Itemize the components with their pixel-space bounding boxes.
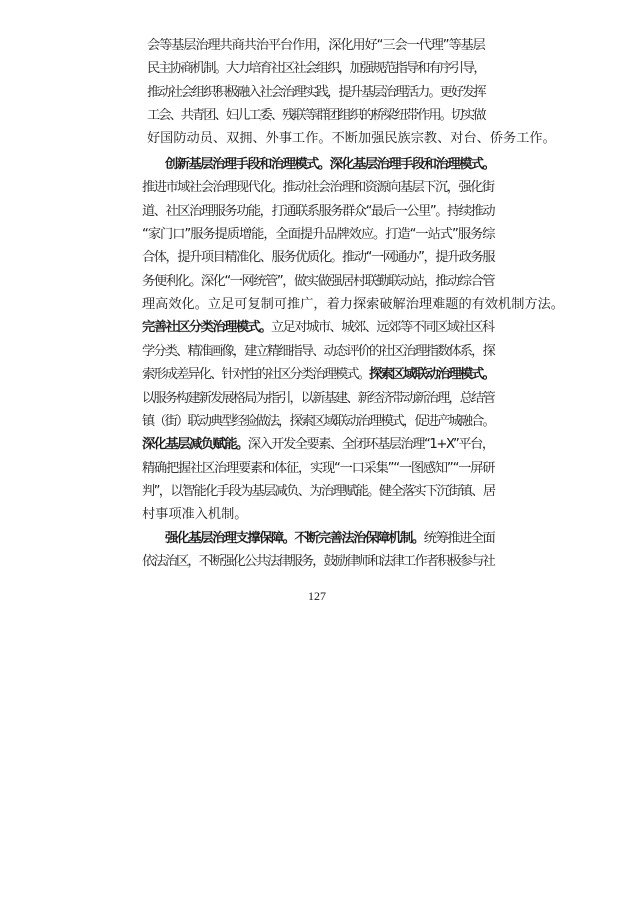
text-line — [142, 530, 494, 548]
body-text: 判”，以智能化手段为基层减负、为治理赋能。健全落实下沉街镇、居 — [142, 483, 495, 499]
text-line — [142, 483, 494, 501]
text-line — [142, 506, 248, 524]
text-line — [147, 130, 556, 148]
bold-heading-text: 完善社区分类治理模式。 — [142, 320, 271, 336]
bold-heading-text: 探索区域联动治理模式。 — [368, 367, 494, 383]
body-text: 合体，提升项目精准化、服务优质化。推动“一网通办”，提升政务服 — [142, 250, 495, 266]
text-line — [142, 366, 494, 384]
text-line — [147, 60, 485, 78]
bold-heading-text: 创新基层治理手段和治理模式。深化基层治理手段和治理模式。 — [165, 157, 495, 172]
body-text: 统筹推进全面 — [423, 530, 495, 546]
body-text: 以服务构建新发展格局为指引，以新基建、新经济带动新治理，总结管 — [142, 390, 494, 406]
body-text: 学分类、精准画像，建立精细指导、动态评价的社区治理指数体系，探 — [142, 343, 494, 359]
body-text: 理高效化。立足可复制可推广，着力探索破解治理难题的有效机制方法。 — [142, 297, 564, 313]
text-line — [142, 319, 494, 337]
text-line — [142, 249, 494, 267]
body-text: 会等基层治理共商共治平台作用，深化用好“三会一代理”等基层 — [147, 38, 485, 53]
body-text: 道、社区治理服务功能，打通联系服务群众“最后一公里”。持续推动 — [142, 203, 495, 219]
text-line — [142, 156, 494, 174]
text-line — [142, 390, 494, 408]
text-line — [142, 436, 494, 454]
text-line — [147, 37, 485, 55]
body-text: “家门口”服务提质增能，全面提升品牌效应。打造“一站式”服务综 — [142, 227, 495, 243]
text-line — [142, 203, 494, 221]
text-line — [147, 84, 485, 102]
text-line — [142, 413, 494, 431]
text-line — [142, 460, 494, 478]
text-line — [142, 226, 494, 244]
body-text: 好国防动员、双拥、外事工作。不断加强民族宗教、对台、侨务工作。 — [147, 131, 556, 147]
text-line — [142, 296, 564, 314]
body-text: 推动社会组织积极融入社会治理实践，提升基层治理活力。更好发挥 — [147, 84, 485, 100]
body-text: 民主协商机制。大力培育社区社会组织，加强规范指导和有序引导， — [147, 61, 485, 77]
body-text: 工会、共青团、妇儿工委、残联等群团组织的桥梁纽带作用。切实做 — [147, 107, 485, 123]
page-number: 127 — [308, 589, 326, 603]
text-line — [142, 553, 494, 571]
body-text: 推进市域社会治理现代化。推动社会治理和资源向基层下沉，强化街 — [142, 180, 494, 196]
body-text: 立足对城市、城郊、远郊等不同区域社区科 — [270, 320, 494, 336]
bold-heading-text: 强化基层治理支撑保障。不断完善法治保障机制。 — [165, 530, 424, 546]
body-text: 依法治区，不断强化公共法律服务，鼓励律师和法律工作者积极参与社 — [142, 553, 494, 569]
text-line — [147, 107, 485, 125]
text-line — [142, 179, 494, 197]
bold-heading-text: 深化基层减负赋能。 — [142, 437, 248, 453]
body-text: 深入开发全要素、全闭环基层治理“1+X”平台， — [247, 437, 494, 453]
body-text: 村事项准入机制。 — [142, 507, 248, 523]
body-text: 索形成差异化、针对性的社区分类治理模式。 — [142, 367, 369, 383]
body-text: 精确把握社区治理要素和体征，实现“一口采集”“一图感知”“一屏研 — [142, 460, 495, 476]
body-text: 镇（街）联动典型经验做法，探索区域联动治理模式，促进产城融合。 — [142, 413, 494, 429]
text-line — [142, 343, 494, 361]
body-text: 务便利化。深化“一网统管”，做实做强居村联勤联动站，推动综合管 — [142, 273, 495, 289]
text-line — [142, 273, 494, 291]
